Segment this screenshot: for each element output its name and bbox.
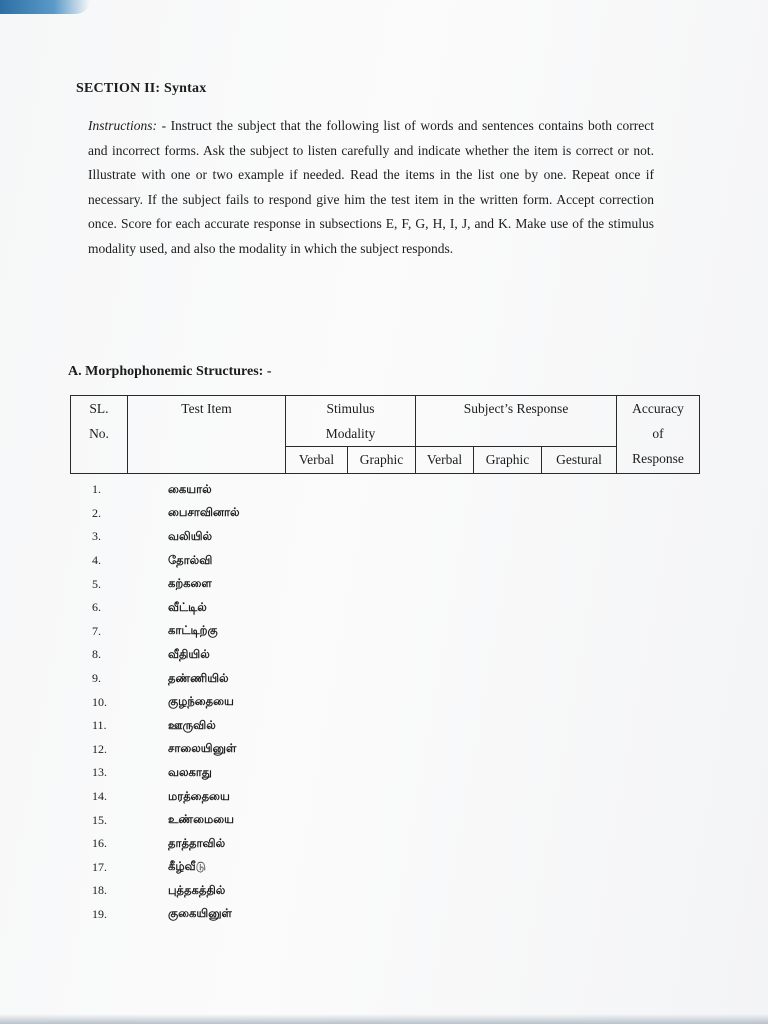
item-number: 3.	[92, 529, 101, 544]
item-number: 7.	[92, 623, 101, 638]
list-item	[86, 596, 386, 620]
item-number: 6.	[92, 600, 101, 615]
header-response-verbal: Verbal	[416, 447, 474, 474]
response-table-header	[70, 395, 700, 474]
item-number: 15.	[92, 812, 107, 827]
header-stimulus-graphic: Graphic	[348, 447, 416, 474]
list-item	[86, 572, 386, 596]
section-title: SECTION II: Syntax	[76, 81, 207, 96]
item-word: கற்களை	[168, 576, 212, 591]
list-item	[86, 667, 386, 691]
header-response-graphic: Graphic	[474, 447, 542, 474]
item-number: 14.	[92, 789, 107, 804]
item-word: காட்டிற்கு	[168, 623, 218, 638]
header-accuracy: Accuracy of Response	[617, 396, 700, 474]
list-item	[86, 643, 386, 667]
item-word: குகையினுள்	[168, 906, 232, 921]
item-number: 8.	[92, 647, 101, 662]
header-subjects-response: Subject’s Response	[416, 396, 617, 447]
item-number: 11.	[92, 718, 107, 733]
item-word: தோல்வி	[168, 552, 213, 567]
item-number: 2.	[92, 505, 101, 520]
test-item-list	[86, 478, 386, 926]
list-item	[86, 738, 386, 762]
page-corner-decoration	[0, 0, 90, 14]
list-item	[86, 502, 386, 526]
header-response-gestural: Gestural	[542, 447, 617, 474]
item-word: வீதியில்	[168, 646, 210, 661]
instructions-paragraph	[88, 114, 654, 262]
list-item	[86, 478, 386, 502]
item-number: 19.	[92, 906, 107, 921]
item-number: 16.	[92, 836, 107, 851]
item-word: தாத்தாவில்	[168, 835, 226, 850]
item-word: உண்மையை	[168, 812, 234, 827]
item-word: புத்தகத்தில்	[168, 882, 226, 897]
item-word: மரத்தையை	[168, 788, 230, 803]
list-item	[86, 903, 386, 927]
item-word: பைசாவினால்	[168, 505, 240, 520]
list-item	[86, 856, 386, 880]
item-word: வீட்டில்	[168, 599, 207, 614]
list-item	[86, 785, 386, 809]
instructions-text: - Instruct the subject that the following list of words and sentences contains both correct and incorrect forms. Ask the subject to listen carefully and indicate whether the item is correct or not. Illustrate with one or two example if needed. Read the items in the list one by one. Repeat once if necessary. If the subject fails to respond give him the test item in the written form. Accept correction once. Score for each accurate response in subsections E, F, G, H, I, J, and K. Make use of the stimulus modality used, and also the modality in which the subject responds.	[88, 118, 654, 256]
item-number: 13.	[92, 765, 107, 780]
page-bottom-edge	[0, 1014, 768, 1024]
header-stimulus-modality: Stimulus Modality	[286, 396, 416, 447]
header-sl-no: SL. No.	[71, 396, 128, 474]
item-word: கீழ்வீடு	[168, 859, 206, 874]
list-item	[86, 808, 386, 832]
item-word: வலகாது	[168, 764, 212, 779]
item-number: 17.	[92, 859, 107, 874]
item-word: கையால்	[168, 481, 212, 496]
subsection-title: A. Morphophonemic Structures: -	[68, 364, 272, 379]
header-stimulus-verbal: Verbal	[286, 447, 348, 474]
item-word: ஊருவில்	[168, 717, 216, 732]
item-number: 12.	[92, 741, 107, 756]
item-word: தண்ணியில்	[168, 670, 229, 685]
item-number: 5.	[92, 576, 101, 591]
header-test-item: Test Item	[128, 396, 286, 474]
list-item	[86, 690, 386, 714]
list-item	[86, 832, 386, 856]
list-item	[86, 620, 386, 644]
list-item	[86, 549, 386, 573]
item-number: 9.	[92, 671, 101, 686]
item-word: குழந்தையை	[168, 694, 234, 709]
item-word: வலியில்	[168, 528, 213, 543]
item-number: 10.	[92, 694, 107, 709]
instructions-label: Instructions:	[88, 118, 157, 133]
list-item	[86, 761, 386, 785]
list-item	[86, 714, 386, 738]
item-number: 18.	[92, 883, 107, 898]
item-number: 1.	[92, 482, 101, 497]
item-word: சாலையினுள்	[168, 741, 237, 756]
list-item	[86, 525, 386, 549]
item-number: 4.	[92, 553, 101, 568]
list-item	[86, 879, 386, 903]
